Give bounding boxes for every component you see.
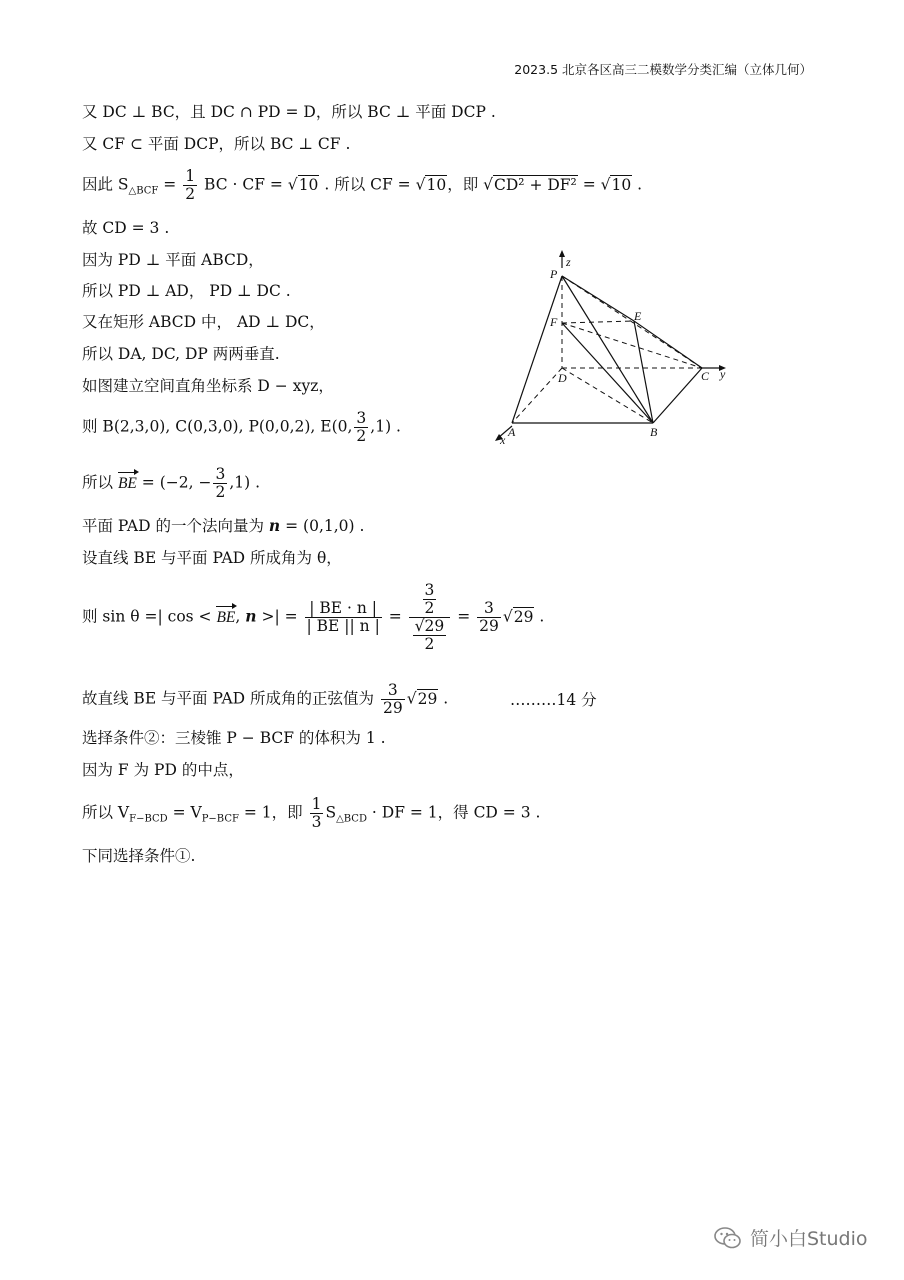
numerator: 3: [424, 581, 435, 599]
text: 因此 S: [82, 175, 129, 194]
normal-vector-line: [82, 516, 364, 536]
label-z: z: [566, 255, 571, 269]
subscript: △BCF: [128, 185, 159, 197]
text: · DF = 1，得 CD = 3 .: [366, 803, 541, 822]
label-x: x: [500, 433, 506, 447]
vector-n: n: [245, 606, 257, 626]
text-line: 又 CF ⊂ 平面 DCP，所以 BC ⊥ CF .: [82, 135, 351, 153]
denominator: 2: [185, 185, 196, 203]
text: =: [158, 175, 182, 194]
vector-BE: BE: [216, 608, 236, 626]
label-D: D: [558, 371, 567, 385]
z-arrow: [559, 250, 565, 257]
coordinates-line: [82, 410, 401, 445]
numerator: √29: [414, 617, 445, 635]
text: ，即 √: [447, 175, 494, 194]
text-line: 又 DC ⊥ BC，且 DC ∩ PD = D，所以 BC ⊥ 平面 DCP .: [82, 103, 496, 121]
fraction: [413, 618, 447, 653]
text: S: [325, 803, 337, 822]
page-header: 2023.5 北京各区高三二模数学分类汇编（立体几何）: [514, 62, 812, 77]
text-line: 所以 PD ⊥ AD， PD ⊥ DC .: [82, 282, 291, 300]
text-line-area: [82, 168, 642, 203]
fraction: [213, 466, 227, 501]
text: ,: [235, 607, 246, 626]
label-y: y: [720, 367, 726, 381]
label-C: C: [701, 369, 710, 383]
compound-fraction: [409, 582, 451, 653]
text: BC · CF = √: [204, 175, 298, 194]
text-line: 所以 DA, DC, DP 两两垂直.: [82, 345, 280, 363]
text: = (−2, −: [136, 473, 212, 492]
label-A: A: [508, 425, 516, 439]
edge-FE: [562, 321, 634, 323]
fraction: [477, 600, 501, 635]
vector-line: [82, 466, 260, 501]
text: 故直线 BE 与平面 PAD 所成角的正弦值为: [82, 689, 379, 708]
subscript: P−BCF: [201, 813, 239, 825]
fraction: [423, 582, 437, 617]
fraction: [381, 682, 405, 717]
denominator: 2: [424, 635, 435, 653]
text: 平面 PAD 的一个法向量为: [82, 517, 269, 535]
numerator: 3: [477, 600, 501, 618]
numerator: 3: [215, 465, 226, 483]
sine-formula-line: 则 sin θ =| cos < BE, n >| = $\frac{| BE \cdot n |}{| BE || n |}$ = $\frac{\frac{3}{2}}{\frac{√29}{2}}$ = $\frac{3}{29}$ √29 .: [82, 581, 545, 653]
radicand: CD² + DF²: [494, 175, 577, 194]
numerator: [409, 582, 451, 618]
score-label: ………14 分: [510, 691, 597, 709]
text: ,1) .: [229, 473, 261, 492]
label-F: F: [550, 315, 558, 329]
numerator: | BE · n |: [305, 600, 382, 618]
label-P: P: [550, 267, 558, 281]
text: =: [383, 607, 407, 626]
radicand: 10: [426, 175, 447, 194]
edge-BC: [653, 368, 702, 423]
denominator: [409, 618, 451, 653]
text: >| =: [256, 607, 303, 626]
text-line: 选择条件②：三棱锥 P − BCF 的体积为 1 .: [82, 729, 386, 747]
denominator: 2: [356, 427, 367, 445]
text: ,1) .: [370, 417, 401, 436]
denominator: 29: [382, 699, 403, 717]
denominator: 2: [215, 483, 226, 501]
wechat-icon: [714, 1227, 742, 1249]
radicand: 10: [611, 175, 632, 194]
edge-DB: [562, 368, 653, 423]
text: 则 sin θ =| cos <: [82, 607, 217, 626]
answer-line: 故直线 BE 与平面 PAD 所成角的正弦值为 $\frac{3}{29}$ √29 .: [82, 681, 449, 717]
denominator: 3: [311, 813, 322, 831]
vector-BE: BE: [117, 474, 137, 492]
subscript: △BCD: [336, 813, 367, 825]
text: .: [632, 175, 643, 194]
denominator: 2: [424, 599, 435, 617]
edge-PA: [512, 276, 562, 423]
text: . 所以 CF = √: [319, 175, 426, 194]
radicand: 29: [417, 689, 438, 708]
text-line: 如图建立空间直角坐标系 D − xyz，: [82, 377, 334, 395]
text: = 1，即: [238, 803, 308, 822]
watermark-text: 简小白Studio: [750, 1228, 868, 1250]
text-line: 故 CD = 3 .: [82, 219, 170, 237]
text-line: 又在矩形 ABCD 中， AD ⊥ DC，: [82, 313, 325, 331]
numerator: 1: [185, 167, 196, 185]
text: 所以: [82, 473, 118, 492]
text-line: 因为 PD ⊥ 平面 ABCD，: [82, 251, 264, 269]
fraction: [310, 796, 324, 831]
subscript: F−BCD: [129, 813, 168, 825]
watermark: [714, 1224, 868, 1251]
fraction: [354, 410, 368, 445]
numerator: 3: [356, 409, 367, 427]
text-line: 设直线 BE 与平面 PAD 所成角为 θ，: [82, 549, 342, 567]
radicand: 10: [298, 175, 319, 194]
text: = (0,1,0) .: [280, 517, 365, 535]
radicand: 29: [513, 607, 534, 626]
edge-DA: [512, 368, 562, 423]
fraction: [183, 168, 197, 203]
text-line: 因为 F 为 PD 的中点，: [82, 761, 244, 779]
numerator: 3: [381, 682, 405, 700]
denominator: 29: [479, 617, 499, 635]
volume-line: [82, 796, 540, 831]
numerator: 1: [311, 795, 322, 813]
label-E: E: [634, 309, 642, 323]
denominator: | BE || n |: [306, 617, 380, 635]
text: .: [438, 689, 449, 708]
text: =: [452, 607, 476, 626]
text: 则 B(2,3,0), C(0,3,0), P(0,0,2), E(0,: [82, 417, 353, 436]
label-B: B: [650, 425, 658, 439]
text: = √: [577, 175, 611, 194]
text: = V: [167, 803, 202, 822]
text-line: 下同选择条件①.: [82, 847, 196, 865]
pyramid-figure: [490, 248, 740, 448]
text: 所以 V: [82, 803, 130, 822]
fraction: [305, 600, 382, 635]
vector-n: n: [268, 516, 281, 535]
text: .: [534, 607, 545, 626]
